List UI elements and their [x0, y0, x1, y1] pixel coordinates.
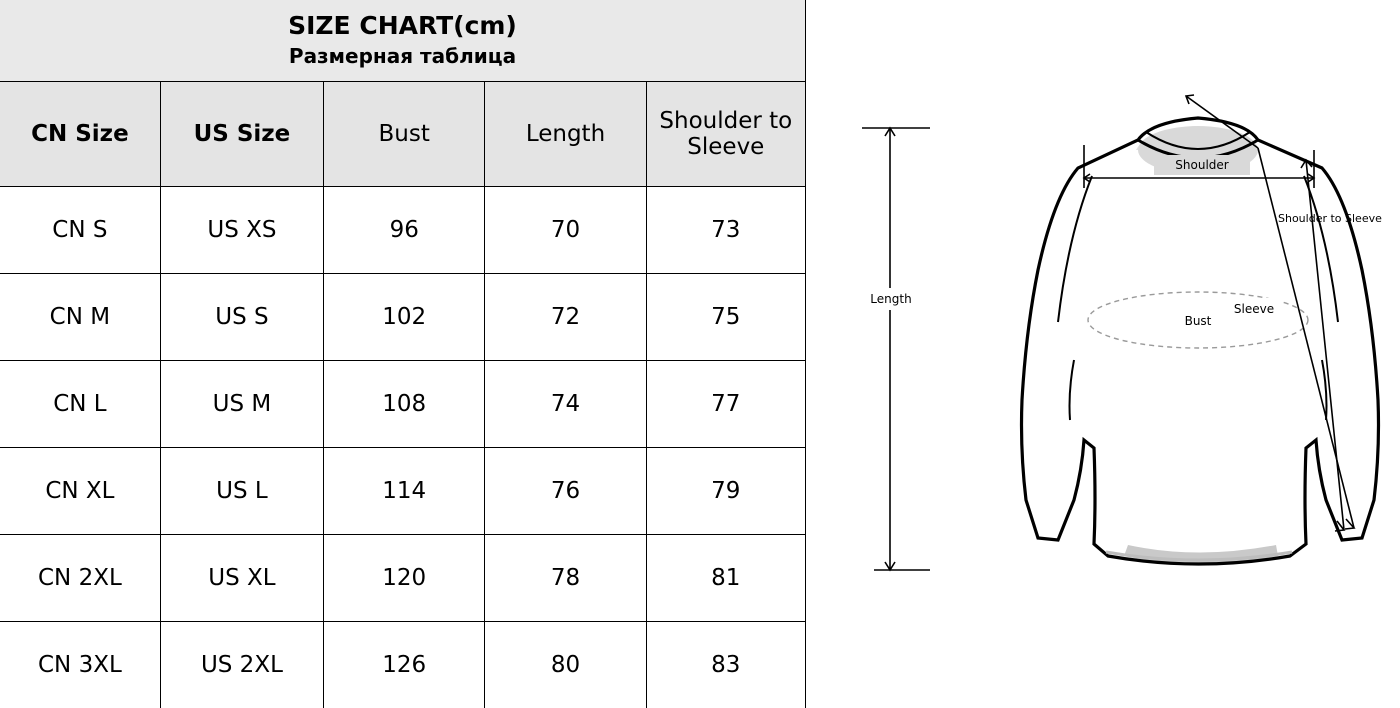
header-bust: Bust [324, 82, 485, 187]
chart-title-cell [0, 0, 806, 82]
cell-shoulder-to-sleeve: 81 [646, 535, 805, 622]
header-shoulder-to-sleeve: Shoulder to Sleeve [646, 82, 805, 187]
table-row [0, 274, 806, 361]
table-row [0, 361, 806, 448]
cell-shoulder-to-sleeve: 75 [646, 274, 805, 361]
cell-shoulder-to-sleeve: 79 [646, 448, 805, 535]
cell-bust: 96 [324, 187, 485, 274]
table-row [0, 622, 806, 708]
bust-label: Bust [1184, 314, 1212, 328]
cell-us-size: US M [160, 361, 323, 448]
cell-bust: 120 [324, 535, 485, 622]
chart-title-sub: Размерная таблица [288, 44, 517, 69]
cell-bust: 108 [324, 361, 485, 448]
sleeve-label: Sleeve [1233, 302, 1275, 316]
shoulder-label-box [1154, 155, 1250, 175]
cell-length: 76 [485, 448, 646, 535]
header-cn-size: CN Size [0, 82, 160, 187]
cell-cn-size: CN M [0, 274, 160, 361]
garment-measurement-diagram [806, 0, 1400, 694]
chart-title-main: SIZE CHART(cm) [288, 11, 517, 40]
cell-shoulder-to-sleeve: 83 [646, 622, 805, 708]
cell-bust: 126 [324, 622, 485, 708]
table-row [0, 535, 806, 622]
header-us-size: US Size [160, 82, 323, 187]
cell-shoulder-to-sleeve: 77 [646, 361, 805, 448]
cell-us-size: US XS [160, 187, 323, 274]
table-title-row [0, 0, 806, 82]
shoulder-to-sleeve-label: Shoulder to Sleeve [1278, 212, 1382, 225]
header-length: Length [485, 82, 646, 187]
cell-length: 74 [485, 361, 646, 448]
cell-cn-size: CN 2XL [0, 535, 160, 622]
length-label: Length [870, 292, 912, 306]
cell-bust: 102 [324, 274, 485, 361]
length-label-box [862, 288, 920, 310]
cell-us-size: US S [160, 274, 323, 361]
cell-cn-size: CN XL [0, 448, 160, 535]
cell-cn-size: CN 3XL [0, 622, 160, 708]
cell-length: 70 [485, 187, 646, 274]
table-row [0, 448, 806, 535]
cell-length: 72 [485, 274, 646, 361]
shoulder-label: Shoulder [1175, 158, 1229, 172]
cell-cn-size: CN S [0, 187, 160, 274]
sleeve-label-box [1226, 298, 1282, 320]
cell-us-size: US XL [160, 535, 323, 622]
length-measure-line [862, 128, 930, 570]
garment-diagram-pane [806, 0, 1400, 694]
cell-us-size: US L [160, 448, 323, 535]
cell-us-size: US 2XL [160, 622, 323, 708]
garment-shading [1093, 126, 1299, 564]
table-header-row [0, 82, 806, 187]
cell-length: 78 [485, 535, 646, 622]
table-row [0, 187, 806, 274]
cell-length: 80 [485, 622, 646, 708]
cell-shoulder-to-sleeve: 73 [646, 187, 805, 274]
cell-bust: 114 [324, 448, 485, 535]
cell-cn-size: CN L [0, 361, 160, 448]
